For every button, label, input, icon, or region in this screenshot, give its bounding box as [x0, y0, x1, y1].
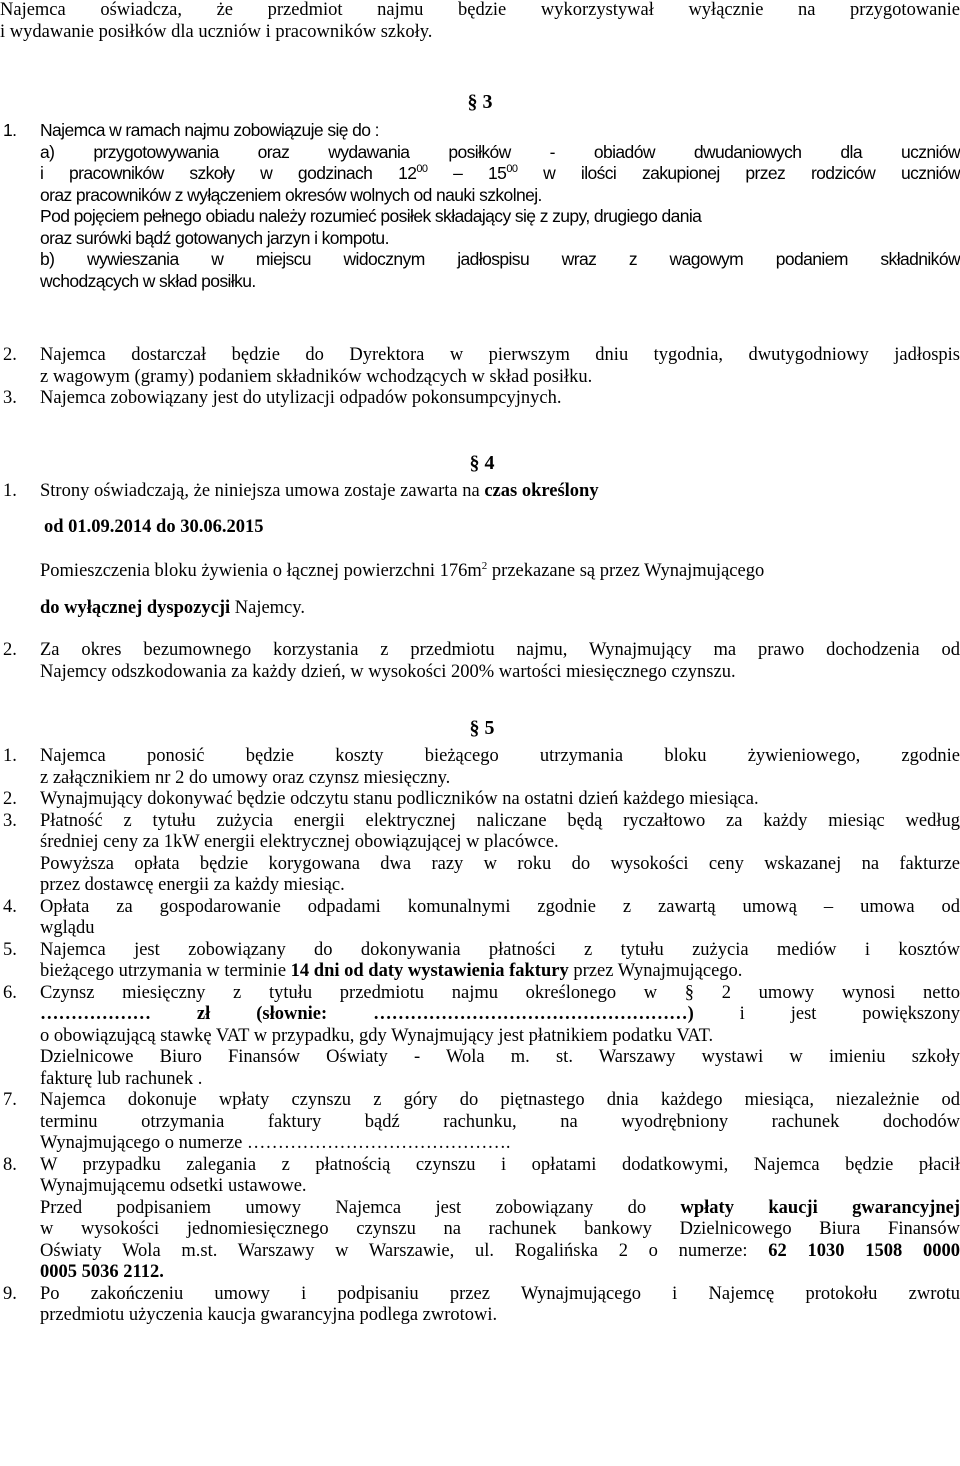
s5-item-1-number: 1.	[3, 746, 17, 766]
s5-item-8-account-1: 62 1030 1508 0000	[768, 1240, 960, 1261]
s5-item-2	[0, 789, 960, 811]
s5-item-6-line-5: fakturę lub rachunek .	[40, 1068, 203, 1089]
s5-item-4	[0, 897, 960, 940]
s4-dates	[44, 517, 960, 539]
s5-item-3-line-3: Powyższa opłata będzie korygowana dwa razy w roku do wysokości ceny wskazanej na fakturze	[40, 853, 960, 874]
s3-a-label: a)	[40, 141, 55, 162]
s5-item-5-line-1: Najemca jest zobowiązany do dokonywania płatności z tytułu zużycia mediów i kosztów	[40, 939, 960, 960]
s3-a-dash: – 15	[427, 163, 507, 183]
s3-a-line-1-text: przygotowywania oraz wydawania posiłków - obiadów dwudaniowych dla uczniów	[93, 141, 960, 162]
s5-item-5-bold: 14 dni od daty wystawienia faktury	[290, 961, 569, 981]
section-5-body	[0, 746, 960, 1327]
s3-item-a	[40, 142, 960, 250]
s5-item-3-line-1: Płatność z tytułu zużycia energii elektrycznej naliczane będą ryczałtowo za każdy miesiąc według	[40, 810, 960, 831]
section-5-heading: § 5	[469, 717, 495, 739]
s3-item-1-text: Najemca w ramach najmu zobowiązuje się do :	[40, 120, 379, 140]
section-4-heading: § 4	[469, 452, 495, 474]
s4-premises-b: przekazane są przez Wynajmującego	[487, 561, 765, 581]
s4-premises-line	[40, 561, 960, 583]
section-4-item-2	[0, 640, 960, 683]
s3-item-b	[40, 249, 960, 292]
s5-item-4-number: 4.	[3, 896, 17, 917]
s5-item-6-line-2a: ……………… zł (słownie: ……………………………………………)	[40, 1004, 694, 1024]
s5-item-9	[0, 1284, 960, 1327]
s4-item-2-line-2: Najemcy odszkodowania za każdy dzień, w wysokości 200% wartości miesięcznego czynszu.	[40, 661, 736, 682]
s5-item-8-line-2: Wynajmującemu odsetki ustawowe.	[40, 1176, 307, 1196]
s3-a-line-1	[40, 142, 960, 164]
s3-item-3-number: 3.	[3, 388, 17, 408]
s4-premises-a: Pomieszczenia bloku żywienia o łącznej powierzchni 176m	[40, 561, 482, 581]
s5-item-8-account-2: 0005 5036 2112.	[40, 1262, 164, 1282]
s3-item-2-number: 2.	[3, 345, 17, 365]
s5-item-7-line-3: Wynajmującego o numerze …………………………………….	[40, 1133, 511, 1153]
s5-item-2-number: 2.	[3, 789, 17, 809]
s3-item-2	[0, 345, 960, 388]
s5-item-8-line-3	[40, 1198, 960, 1220]
s5-item-4-line-1: Opłata za gospodarowanie odpadami komunalnymi zgodnie z zawartą umową – umowa od	[40, 896, 960, 917]
s3-item-2-line-1: Najemca dostarczał będzie do Dyrektora w pierwszym dniu tygodnia, dwutygodniowy jadłospis	[40, 345, 960, 365]
s3-item-1	[0, 120, 960, 292]
s3-a-sup-2: 00	[506, 163, 518, 176]
section-3-items-2-3	[0, 345, 960, 410]
section-4-item-1	[0, 481, 960, 503]
s3-b-label: b)	[40, 249, 55, 269]
s3-a-line-2	[40, 163, 960, 185]
s5-item-6-line-3: o obowiązującą stawkę VAT w przypadku, gdy Wynajmujący jest płatnikiem podatku VAT.	[40, 1025, 714, 1046]
s5-item-6-line-1: Czynsz miesięczny z tytułu przedmiotu najmu określonego w § 2 umowy wynosi netto	[40, 982, 960, 1003]
section-3-heading: § 3	[467, 91, 493, 113]
s3-item-2-line-2: z wagowym (gramy) podaniem składników wchodzących w skład posiłku.	[40, 366, 593, 387]
s5-item-1-line-2: z załącznikiem nr 2 do umowy oraz czynsz miesięczny.	[40, 767, 451, 788]
s5-item-8	[0, 1155, 960, 1284]
s4-disposal-bold: do wyłącznej dyspozycji	[40, 598, 231, 618]
s5-item-6-number: 6.	[3, 982, 17, 1003]
intro-paragraph	[0, 0, 960, 43]
s3-b-line-2: wchodzących w skład posiłku.	[40, 270, 256, 291]
s5-item-7-number: 7.	[3, 1090, 17, 1110]
s5-item-5-line-2b: przez Wynajmującego.	[568, 961, 743, 981]
s3-b-line-1	[40, 249, 960, 271]
s5-item-6-line-4: Dzielnicowe Biuro Finansów Oświaty - Wola m. st. Warszawy wystawi w imieniu szkoły	[40, 1047, 960, 1067]
s5-item-6-line-2	[40, 1004, 960, 1026]
s5-item-8-line-5a: Oświaty Wola m.st. Warszawy w Warszawie, ul. Rogalińska 2 o numerze:	[40, 1240, 769, 1261]
s4-item-2	[0, 640, 960, 683]
s4-item-1	[0, 481, 960, 503]
s5-item-9-line-1: Po zakończeniu umowy i podpisaniu przez Wynajmującego i Najemcę protokołu zwrotu	[40, 1283, 960, 1304]
s3-a-line-2b: w ilości zakupionej przez rodziców uczniów	[517, 163, 960, 183]
s5-item-7	[0, 1090, 960, 1155]
s5-item-8-line-4: w wysokości jednomiesięcznego czynszu na rachunek bankowy Dzielnicowego Biura Finansów	[40, 1219, 960, 1239]
s4-item-1-text-plain: Strony oświadczają, że niniejsza umowa zostaje zawarta na	[40, 481, 485, 501]
s5-item-5	[0, 940, 960, 983]
s4-premises-sup: 2	[481, 559, 488, 572]
s3-item-3-text: Najemca zobowiązany jest do utylizacji odpadów pokonsumpcyjnych.	[40, 388, 562, 408]
s3-a-line-2a: i pracowników szkoły w godzinach 12	[40, 163, 417, 183]
section-3-body	[0, 120, 960, 292]
s5-item-2-text: Wynajmujący dokonywać będzie odczytu stanu podliczników na ostatni dzień każdego miesiąca.	[40, 789, 759, 809]
s4-disposal-rest: Najemcy.	[230, 598, 305, 618]
s5-item-3-line-2: średniej ceny za 1kW energii elektrycznej obowiązującej w placówce.	[40, 832, 559, 852]
s5-item-8-line-1: W przypadku zalegania z płatnością czynszu i opłatami dodatkowymi, Najemca będzie płacił	[40, 1154, 960, 1175]
s4-premises	[40, 561, 960, 583]
s5-item-9-number: 9.	[3, 1283, 17, 1304]
s4-item-2-line-1: Za okres bezumownego korzystania z przedmiotu najmu, Wynajmujący ma prawo dochodzenia od	[40, 640, 960, 660]
s5-item-9-line-2: przedmiotu użyczenia kaucja gwarancyjna podlega zwrotowi.	[40, 1305, 498, 1325]
s4-item-1-text-bold: czas określony	[484, 481, 599, 501]
s4-item-1-number: 1.	[3, 481, 17, 501]
s3-a-line-3: oraz pracowników z wyłączeniem okresów wolnych od nauki szkolnej.	[40, 184, 542, 205]
s5-item-3-number: 3.	[3, 810, 17, 831]
intro-line-2: i wydawanie posiłków dla uczniów i pracowników szkoły.	[0, 21, 433, 42]
s3-a-sup-1: 00	[416, 163, 428, 176]
s5-item-5-line-2	[40, 961, 960, 983]
s5-item-1-line-1: Najemca ponosić będzie koszty bieżącego utrzymania bloku żywieniowego, zgodnie	[40, 746, 960, 766]
s3-item-1-number: 1.	[3, 120, 17, 140]
s3-a-line-4: Pod pojęciem pełnego obiadu należy rozumieć posiłek składający się z zupy, drugiego dania	[40, 206, 702, 226]
s5-item-5-number: 5.	[3, 939, 17, 960]
s5-item-3-line-4: przez dostawcę energii za każdy miesiąc.	[40, 875, 345, 895]
s3-a-line-5: oraz surówki bądź gotowanych jarzyn i kompotu.	[40, 227, 389, 248]
s5-item-6	[0, 983, 960, 1091]
s5-item-6-line-2b: i jest powiększony	[693, 1004, 960, 1024]
s5-item-3	[0, 811, 960, 897]
s5-item-8-number: 8.	[3, 1154, 17, 1175]
s5-item-4-line-2: wglądu	[40, 918, 95, 938]
s5-item-7-line-1: Najemca dokonuje wpłaty czynszu z góry do piętnastego dnia każdego miesiąca, niezależnie od	[40, 1090, 960, 1110]
s4-item-1-text	[40, 481, 960, 503]
s5-item-7-line-2: terminu otrzymania faktury bądź rachunku, na wyodrębniony rachunek dochodów	[40, 1111, 960, 1132]
s3-b-line-1-text: wywieszania w miejscu widocznym jadłospisu wraz z wagowym podaniem składników	[86, 249, 960, 269]
s4-disposal	[40, 598, 960, 620]
s5-item-8-bold: wpłaty kaucji gwarancyjnej	[680, 1197, 960, 1218]
s3-item-3	[0, 388, 960, 410]
s4-dates-text: od 01.09.2014 do 30.06.2015	[44, 517, 264, 537]
s4-item-2-number: 2.	[3, 640, 17, 660]
intro-line-1: Najemca oświadcza, że przedmiot najmu będzie wykorzystywał wyłącznie na przygotowanie	[0, 0, 960, 20]
s5-item-8-line-5	[40, 1241, 960, 1263]
s5-item-1	[0, 746, 960, 789]
s5-item-5-line-2a: bieżącego utrzymania w terminie	[40, 961, 291, 981]
s5-item-8-line-3a: Przed podpisaniem umowy Najemca jest zobowiązany do	[40, 1197, 681, 1218]
